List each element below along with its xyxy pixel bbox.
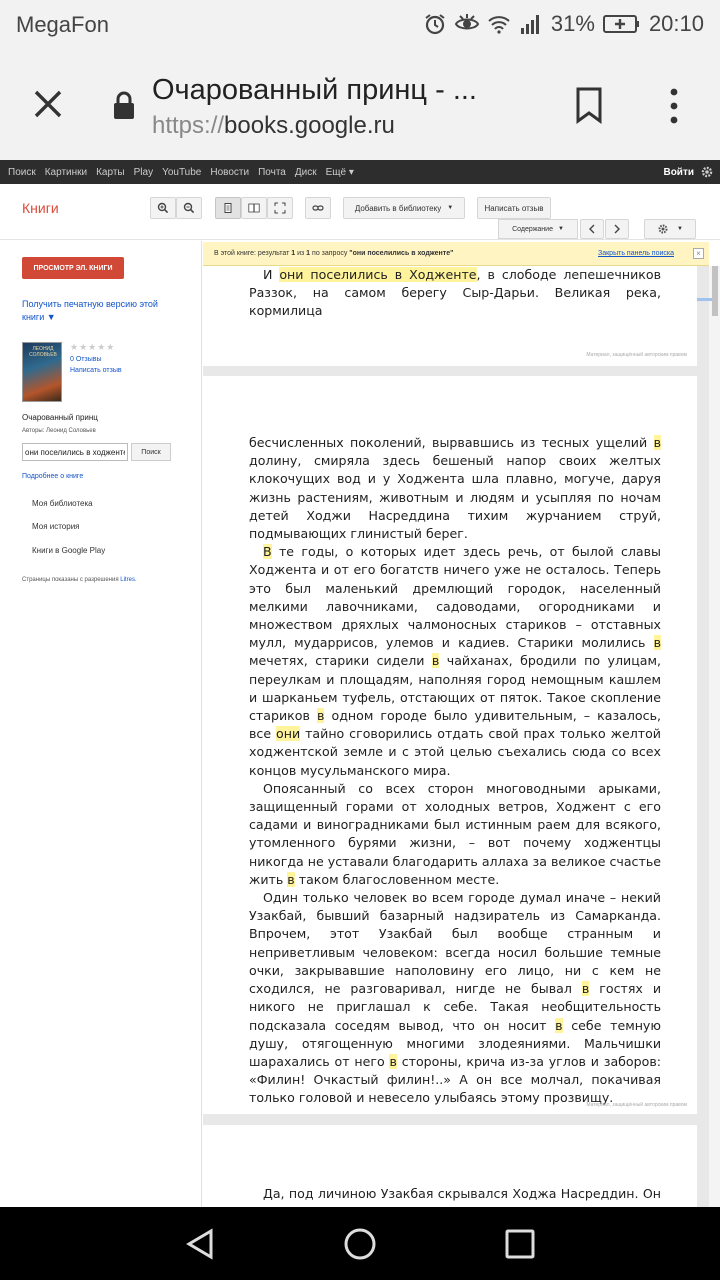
two-page-icon (248, 202, 260, 214)
page-title: Очарованный принц - ... (152, 74, 477, 106)
fullscreen-icon (274, 202, 286, 214)
search-highlight: они поселились в Ходженте (279, 267, 477, 282)
contents-label: Содержание (512, 225, 553, 233)
result-middle: из (295, 250, 307, 257)
search-button[interactable]: Поиск (131, 443, 171, 461)
cover-text: ЛЕОНИД СОЛОВЬЕВ (29, 346, 57, 358)
carrier-name: MegaFon (16, 12, 109, 37)
add-to-library-label: Добавить в библиотеку (354, 203, 442, 213)
book-page-1 (203, 266, 697, 366)
copyright-watermark: Материал, защищённый авторским правом (586, 352, 687, 358)
dropdown-arrow-icon: ▼ (677, 226, 683, 232)
query-prefix: по запросу (310, 250, 350, 257)
system-nav-bar (0, 1207, 720, 1280)
single-page-view-button[interactable] (215, 197, 241, 219)
gear-icon (657, 223, 669, 235)
status-bar (0, 0, 720, 50)
google-bar-link[interactable]: YouTube (162, 166, 202, 178)
paragraph: Один только человек во всем городе думал иначе – некий Узакбай, бывший базарный надзиратель из Самарканда. Впрочем, этот Узакбай был вообще странным и неприветливым человеком: всегда носил большие темные очки, закрывавшие наполовину его лицо, ни с кем не сходился, не разговаривал, нигде не бывал в гостях и никого не приглашал к себе. Такая необщительность подсказала соседям вывод, что он носит в себе темную душу, отягощенную многими злодеяниями. Мальчишки шарахались от него в стороны, крича из-за углов и заборов: «Филин! Очкастый филин!..» А он все молчал, покачивая только головой и невесело улыбаясь этому прозвищу. (249, 890, 662, 1106)
google-bar-link[interactable]: Почта (258, 166, 286, 178)
battery-percent: 31% (550, 11, 595, 36)
paragraph: И они поселились в Ходженте, в слободе лепешечников Раззок, на самом берегу Сыр-Дарьи. Великая река, кормилица (249, 267, 661, 319)
get-print-link[interactable]: Получить печатную версию этой книги ▼ (22, 299, 158, 322)
google-bar-link[interactable]: Новости (210, 166, 250, 178)
two-page-view-button[interactable] (241, 197, 267, 219)
alarm-icon (423, 12, 447, 36)
wifi-icon (487, 12, 511, 36)
search-results-bar (203, 242, 709, 266)
scrollbar-thumb[interactable] (712, 266, 718, 316)
chevron-right-icon (611, 223, 623, 235)
close-icon[interactable] (30, 86, 66, 122)
left-sidebar (0, 241, 202, 1207)
view-settings-button[interactable] (644, 219, 696, 239)
page-1-text (249, 266, 661, 321)
reviews-count-link[interactable]: 0 Отзывы (70, 356, 102, 363)
paragraph: В те годы, о которых идет здесь речь, от былой славы Ходжента и от его богатств ничего уже не осталось. Теперь это был маленький дремлющий городок, населенный мелкими лавочниками, садоводами, огородниками и множеством дряхлых чалмоносных стариков – отставных мулл, мударрисов, улемов и кадиев. Старики молились в мечетях, старики сидели в чайханах, бродили по улицам, переулкам и площадям, наполняя город немощным кашлем и шарканьем туфель, отстающих от пяток. Такое скопление стариков в одном городе было удивительным, – казалось, все они тайно сговорились отдать свой прах только желтой ходжентской земле и с этой целью съехались сюда со всех концов мусульманского мира. (249, 544, 661, 778)
zoom-in-button[interactable] (150, 197, 176, 219)
zoom-in-icon (157, 202, 169, 214)
url-text[interactable] (152, 112, 395, 140)
rating-stars: ★★★★★ (70, 342, 116, 352)
google-bar-link[interactable]: Play (133, 166, 154, 178)
google-bar (0, 160, 720, 184)
google-bar-link[interactable]: Поиск (8, 166, 36, 178)
more-options-icon[interactable] (664, 86, 684, 126)
view-ebook-button[interactable]: ПРОСМОТР ЭЛ. КНИГИ (22, 257, 124, 279)
previous-page-button[interactable] (580, 219, 604, 239)
vertical-scrollbar[interactable] (709, 266, 720, 1207)
nav-my-history[interactable]: Моя история (32, 522, 80, 531)
zoom-out-icon (183, 202, 195, 214)
battery-charging-icon (603, 14, 641, 34)
dropdown-arrow-icon: ▼ (447, 205, 454, 211)
page-2-text (249, 434, 661, 1108)
book-title: Очарованный принц (22, 413, 98, 422)
signin-link[interactable]: Войти (663, 166, 694, 178)
google-bar-link[interactable]: Диск (294, 166, 317, 178)
google-bar-link[interactable]: Ещё ▾ (325, 166, 354, 178)
link-button[interactable] (305, 197, 331, 219)
permission-prefix: Страницы показаны с разрешения (22, 577, 121, 583)
books-logo[interactable]: Книги (22, 200, 59, 216)
url-host: books.google.ru (224, 112, 395, 139)
permission-note (22, 577, 192, 583)
write-review-link[interactable]: Написать отзыв (70, 367, 122, 374)
google-bar-link[interactable]: Карты (96, 166, 125, 178)
paragraph: Да, под личиною Узакбая скрывался Ходжа Насреддин. Он (263, 1186, 661, 1201)
paragraph: Опоясанный со всех сторон многоводными арыками, защищенный горами от холодных ветров, Ходжент с его садами и виноградниками был истинным раем для всякого, утомленного бурями жизни, – вот почему ходжентцы никогда не уставали благодарить аллаха за великое счастье жить в таком благословенном месте. (249, 780, 661, 887)
contents-dropdown[interactable] (498, 219, 578, 239)
eye-icon (455, 12, 479, 36)
add-to-library-button[interactable] (343, 197, 465, 219)
write-review-button[interactable] (477, 197, 551, 219)
browser-toolbar (0, 50, 720, 160)
bookmark-icon[interactable] (574, 86, 604, 124)
result-total: 1 (306, 250, 311, 257)
link-icon (312, 202, 324, 214)
paragraph: бесчисленных поколений, вырвавшись из тесных ущелий в долину, смиряла здесь бешеный напор своих желтых клокочущих вод и у Ходжента шла плавно, могуче, даруя жизнь растениям, животным и людям и усыпляя по ночам детей Ходжи Насреддина тихим журчанием струй, подмывающих глинистый берег. (249, 435, 661, 542)
search-in-book-input[interactable] (22, 443, 128, 461)
result-current: 1 (291, 250, 296, 257)
search-result-text (214, 250, 453, 257)
zoom-out-button[interactable] (176, 197, 202, 219)
book-authors: Авторы: Леонид Соловьев (22, 428, 96, 434)
close-search-panel-link[interactable]: Закрыть панель поиска (598, 250, 674, 257)
google-bar-links (0, 167, 663, 178)
nav-books-google-play[interactable]: Книги в Google Play (32, 546, 106, 555)
book-viewer[interactable] (203, 266, 709, 1207)
next-page-button[interactable] (605, 219, 629, 239)
signal-icon (519, 12, 543, 36)
dropdown-arrow-icon: ▼ (557, 226, 564, 232)
copyright-watermark: Материал, защищённый авторским правом (586, 1102, 687, 1108)
publisher-link[interactable]: Litres (120, 577, 135, 583)
single-page-icon (222, 202, 234, 214)
more-about-book-link[interactable]: Подробнее о книге (22, 473, 84, 480)
result-prefix: В этой книге: результат (214, 250, 292, 257)
lock-icon (112, 90, 136, 120)
nav-my-library[interactable]: Моя библиотека (32, 499, 93, 508)
clock: 20:10 (648, 11, 704, 36)
book-cover[interactable] (22, 342, 62, 402)
home-icon[interactable] (343, 1227, 377, 1261)
permission-suffix: . (134, 577, 137, 583)
settings-gear-icon[interactable] (700, 165, 714, 179)
book-page-2 (203, 376, 697, 1114)
search-query: "они поселились в ходженте" (349, 250, 454, 257)
chevron-left-icon (586, 223, 598, 235)
url-scheme: https:// (152, 112, 225, 139)
close-icon[interactable]: × (693, 248, 704, 259)
google-bar-link[interactable]: Картинки (44, 166, 88, 178)
write-review-label: Написать отзыв (484, 203, 544, 213)
fullscreen-button[interactable] (267, 197, 293, 219)
recents-icon[interactable] (503, 1227, 537, 1261)
back-icon[interactable] (183, 1227, 217, 1261)
